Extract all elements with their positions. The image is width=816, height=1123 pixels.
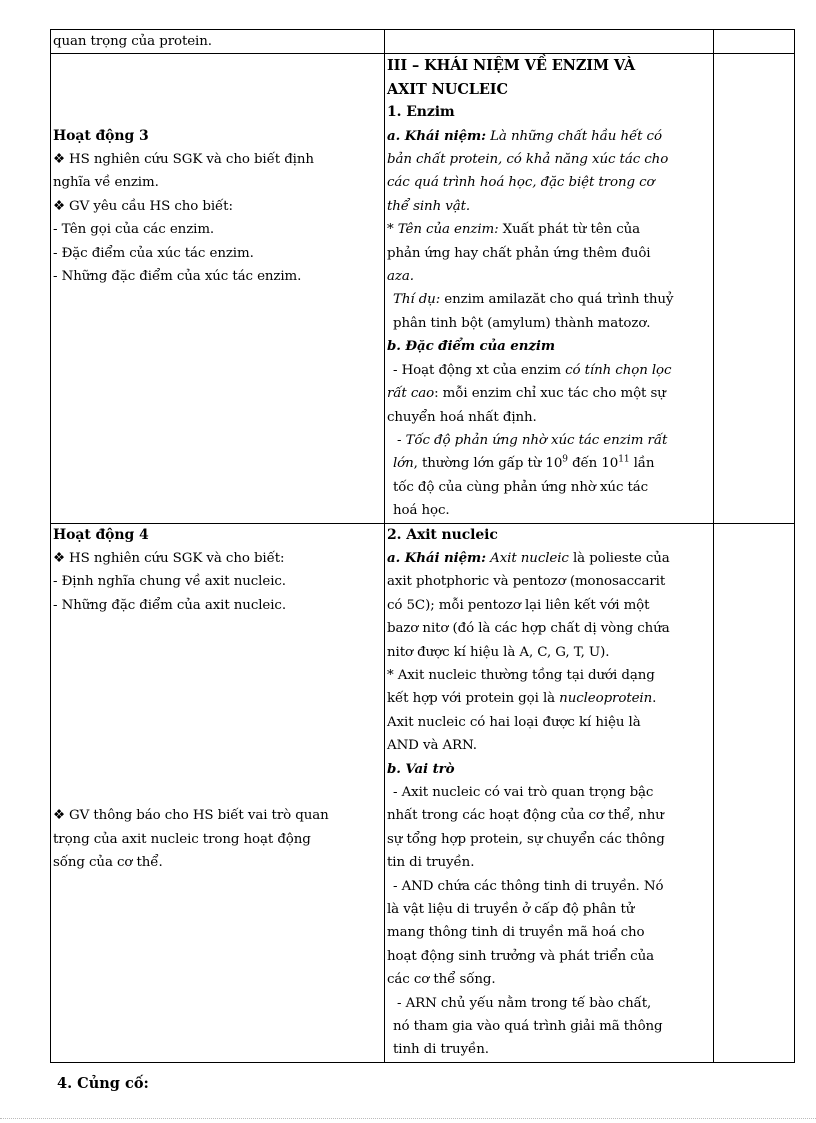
text-line: hoạt động sinh trưởng và phát triển của (387, 948, 654, 964)
text-span: . (652, 691, 657, 707)
text-span: có tính chọn lọc (565, 362, 672, 378)
text-line: ❖ GV yêu cầu HS cho biết: (53, 198, 233, 214)
text-line: nó tham gia vào quá trình giải mã thông (393, 1019, 663, 1035)
activity-cell (51, 54, 385, 523)
exponent: 9 (562, 454, 568, 465)
text-line: sống của cơ thể. (53, 855, 163, 871)
text-line: tin di truyền. (387, 855, 475, 871)
text-span: - Hoạt động xt của enzim (393, 362, 566, 378)
content-cell (385, 30, 714, 54)
text-span: , thường lớn gấp từ 10 (413, 456, 563, 472)
lesson-table (50, 29, 795, 1063)
text-line: tinh di truyền. (393, 1042, 489, 1058)
text-line: có 5C); mỗi pentozơ lại liên kết với một (387, 597, 650, 613)
text-line: nghĩa về enzim. (53, 175, 159, 191)
text-line: - Những đặc điểm của xúc tác enzim. (53, 269, 302, 285)
text-line: mang thông tinh di truyền mã hoá cho (387, 925, 645, 941)
text-span: đến 10 (567, 456, 619, 472)
text-line: thể sinh vật. (387, 198, 471, 214)
text-line: Axit nucleic có hai loại được kí hiệu là (387, 714, 641, 730)
text-line: nitơ được kí hiệu là A, C, G, T, U). (387, 644, 610, 660)
section-heading: III – KHÁI NIỆM VỀ ENZIM VÀ (387, 57, 636, 75)
text-line: ❖ GV thông báo cho HS biết vai trò quan (53, 808, 329, 824)
activity-cell (51, 523, 385, 1062)
activity-title: Hoạt động 4 (53, 526, 149, 543)
text-line: sự tổng hợp protein, sự chuyển các thông (387, 831, 665, 847)
notes-cell (714, 523, 795, 1062)
subsection-heading: 1. Enzim (387, 104, 455, 121)
section-footer-heading: 4. Củng cố: (57, 1075, 149, 1092)
table-row (51, 523, 795, 1062)
text-line: AND và ARN. (387, 738, 477, 754)
text-span: lần (629, 456, 655, 472)
text-line: các quá trình hoá học, đặc biệt trong cơ (387, 175, 655, 191)
activity-cell (51, 30, 385, 54)
text-line: aza. (387, 269, 414, 285)
text-line: - Tốc độ phản ứng nhờ xúc tác enzim rất (397, 432, 668, 448)
text-span: : mỗi enzim chỉ xuc tác cho một sự (434, 386, 666, 402)
text-line: ❖ HS nghiên cứu SGK và cho biết: (53, 550, 285, 566)
term-label: * Tên của enzim: (387, 222, 499, 238)
text-line: axit photphoric và pentozơ (monosaccarit (387, 574, 666, 590)
text-line: là vật liệu di truyền ở cấp độ phân tử (387, 902, 635, 918)
text-line: chuyển hoá nhất định. (387, 409, 537, 425)
text-line: - Tên gọi của các enzim. (53, 222, 215, 238)
text-line: - AND chứa các thông tinh di truyền. Nó (393, 878, 664, 894)
text-line: - Những đặc điểm của axit nucleic. (53, 597, 286, 613)
term-label: a. Khái niệm: (387, 549, 486, 566)
text-line: - Đặc điểm của xúc tác enzim. (53, 245, 254, 261)
text-span: nucleoprotein (559, 691, 653, 707)
table-row (51, 54, 795, 523)
text-line: hoá học. (393, 503, 450, 519)
text-line: * Axit nucleic thường tồng tại dưới dạng (387, 667, 655, 683)
term-label: Thí dụ: (393, 292, 441, 308)
text-line: - ARN chủ yếu nằm trong tế bào chất, (397, 995, 652, 1011)
text-span: kết hợp với protein gọi là (387, 691, 560, 707)
exponent: 11 (618, 454, 630, 465)
text-line: - Định nghĩa chung về axit nucleic. (53, 574, 286, 590)
subheading: b. Vai trò (387, 760, 455, 777)
subsection-heading: 2. Axit nucleic (387, 526, 498, 543)
text-span: lớn (393, 456, 414, 472)
term-label: a. Khái niệm: (387, 127, 486, 144)
page-divider (0, 1118, 816, 1119)
text-line: bazơ nitơ (đó là các hợp chất dị vòng chứa (387, 621, 670, 637)
table-row (51, 30, 795, 54)
section-heading: AXIT NUCLEIC (387, 80, 508, 98)
text-line: ❖ HS nghiên cứu SGK và cho biết định (53, 151, 314, 167)
text-line: quan trọng của protein. (53, 34, 212, 49)
text-line: phân tinh bột (amylum) thành matozơ. (393, 315, 651, 331)
notes-cell (714, 30, 795, 54)
text-line: - Axit nucleic có vai trò quan trọng bậc (393, 785, 654, 800)
text-line: các cơ thể sống. (387, 972, 496, 988)
text-line: tốc độ của cùng phản ứng nhờ xúc tác (393, 479, 649, 495)
text-span: Là những chất hầu hết có (485, 128, 662, 144)
activity-title: Hoạt động 3 (53, 127, 149, 144)
content-cell (385, 54, 714, 523)
text-line: nhất trong các hoạt động của cơ thể, như (387, 808, 664, 824)
subheading: b. Đặc điểm của enzim (387, 338, 555, 355)
text-span: Xuất phát từ tên của (498, 222, 641, 238)
text-span: enzim amilazăt cho quá trình thuỷ (440, 292, 674, 308)
text-line: bản chất protein, có khả năng xúc tác cho (387, 152, 669, 168)
text-span: rất cao (387, 386, 435, 402)
content-cell (385, 523, 714, 1062)
text-span: Axit nucleic (485, 550, 569, 566)
notes-cell (714, 54, 795, 523)
text-span: là polieste của (568, 550, 670, 566)
text-line: trọng của axit nucleic trong hoạt động (53, 831, 311, 847)
text-line: phản ứng hay chất phản ứng thêm đuôi (387, 245, 651, 261)
